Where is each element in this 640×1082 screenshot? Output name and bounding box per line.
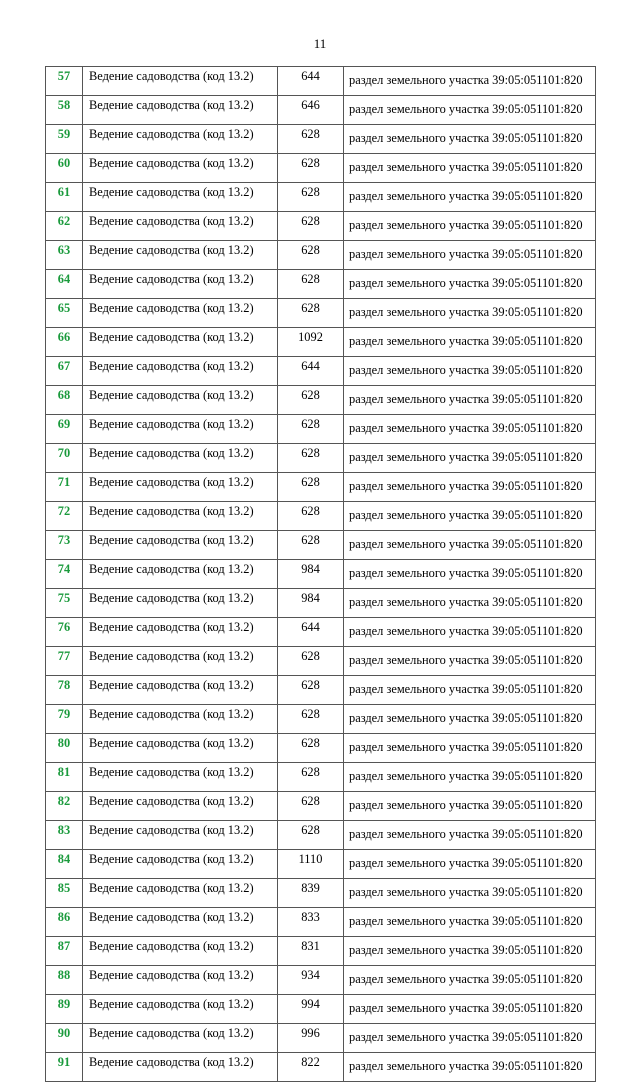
land-use-cell: Ведение садоводства (код 13.2) (83, 183, 278, 212)
area-cell: 628 (278, 705, 344, 734)
table-row (46, 212, 596, 241)
land-use-cell: Ведение садоводства (код 13.2) (83, 589, 278, 618)
land-use-cell: Ведение садоводства (код 13.2) (83, 502, 278, 531)
land-use-cell: Ведение садоводства (код 13.2) (83, 299, 278, 328)
area-cell: 628 (278, 270, 344, 299)
table-row (46, 473, 596, 502)
row-number: 86 (46, 908, 83, 937)
area-cell: 934 (278, 966, 344, 995)
formation-method-cell: раздел земельного участка 39:05:051101:820 (344, 473, 596, 502)
land-use-cell: Ведение садоводства (код 13.2) (83, 212, 278, 241)
table-row (46, 763, 596, 792)
table-row (46, 705, 596, 734)
area-cell: 628 (278, 241, 344, 270)
area-cell: 628 (278, 386, 344, 415)
formation-method-cell: раздел земельного участка 39:05:051101:820 (344, 328, 596, 357)
area-cell: 984 (278, 560, 344, 589)
formation-method-cell: раздел земельного участка 39:05:051101:820 (344, 125, 596, 154)
area-cell: 628 (278, 792, 344, 821)
formation-method-cell: раздел земельного участка 39:05:051101:820 (344, 908, 596, 937)
area-cell: 994 (278, 995, 344, 1024)
area-cell: 644 (278, 618, 344, 647)
row-number: 91 (46, 1053, 83, 1082)
row-number: 89 (46, 995, 83, 1024)
land-use-cell: Ведение садоводства (код 13.2) (83, 705, 278, 734)
land-use-cell: Ведение садоводства (код 13.2) (83, 618, 278, 647)
table-row (46, 1053, 596, 1082)
land-use-cell: Ведение садоводства (код 13.2) (83, 937, 278, 966)
formation-method-cell: раздел земельного участка 39:05:051101:820 (344, 444, 596, 473)
area-cell: 1092 (278, 328, 344, 357)
land-use-cell: Ведение садоводства (код 13.2) (83, 531, 278, 560)
land-use-cell: Ведение садоводства (код 13.2) (83, 125, 278, 154)
table-row (46, 444, 596, 473)
area-cell: 1110 (278, 850, 344, 879)
area-cell: 628 (278, 502, 344, 531)
land-use-cell: Ведение садоводства (код 13.2) (83, 850, 278, 879)
formation-method-cell: раздел земельного участка 39:05:051101:820 (344, 792, 596, 821)
land-use-cell: Ведение садоводства (код 13.2) (83, 879, 278, 908)
formation-method-cell: раздел земельного участка 39:05:051101:820 (344, 386, 596, 415)
land-use-cell: Ведение садоводства (код 13.2) (83, 821, 278, 850)
area-cell: 644 (278, 67, 344, 96)
formation-method-cell: раздел земельного участка 39:05:051101:820 (344, 937, 596, 966)
row-number: 73 (46, 531, 83, 560)
row-number: 75 (46, 589, 83, 618)
table-row (46, 241, 596, 270)
formation-method-cell: раздел земельного участка 39:05:051101:820 (344, 67, 596, 96)
row-number: 87 (46, 937, 83, 966)
table-row (46, 386, 596, 415)
table-row (46, 270, 596, 299)
table-row (46, 966, 596, 995)
row-number: 82 (46, 792, 83, 821)
formation-method-cell: раздел земельного участка 39:05:051101:820 (344, 96, 596, 125)
formation-method-cell: раздел земельного участка 39:05:051101:820 (344, 676, 596, 705)
row-number: 62 (46, 212, 83, 241)
table-row (46, 415, 596, 444)
land-use-cell: Ведение садоводства (код 13.2) (83, 966, 278, 995)
area-cell: 646 (278, 96, 344, 125)
table-row (46, 734, 596, 763)
row-number: 71 (46, 473, 83, 502)
area-cell: 628 (278, 531, 344, 560)
row-number: 57 (46, 67, 83, 96)
area-cell: 833 (278, 908, 344, 937)
row-number: 63 (46, 241, 83, 270)
row-number: 90 (46, 1024, 83, 1053)
row-number: 58 (46, 96, 83, 125)
table-row (46, 154, 596, 183)
formation-method-cell: раздел земельного участка 39:05:051101:820 (344, 270, 596, 299)
land-use-cell: Ведение садоводства (код 13.2) (83, 908, 278, 937)
row-number: 64 (46, 270, 83, 299)
area-cell: 628 (278, 734, 344, 763)
area-cell: 628 (278, 183, 344, 212)
land-use-cell: Ведение садоводства (код 13.2) (83, 241, 278, 270)
area-cell: 628 (278, 647, 344, 676)
formation-method-cell: раздел земельного участка 39:05:051101:820 (344, 502, 596, 531)
area-cell: 628 (278, 299, 344, 328)
row-number: 81 (46, 763, 83, 792)
formation-method-cell: раздел земельного участка 39:05:051101:820 (344, 647, 596, 676)
formation-method-cell: раздел земельного участка 39:05:051101:820 (344, 995, 596, 1024)
land-use-cell: Ведение садоводства (код 13.2) (83, 995, 278, 1024)
formation-method-cell: раздел земельного участка 39:05:051101:820 (344, 850, 596, 879)
row-number: 61 (46, 183, 83, 212)
formation-method-cell: раздел земельного участка 39:05:051101:820 (344, 734, 596, 763)
land-use-cell: Ведение садоводства (код 13.2) (83, 763, 278, 792)
table-row (46, 125, 596, 154)
row-number: 72 (46, 502, 83, 531)
land-use-cell: Ведение садоводства (код 13.2) (83, 734, 278, 763)
formation-method-cell: раздел земельного участка 39:05:051101:820 (344, 618, 596, 647)
area-cell: 644 (278, 357, 344, 386)
row-number: 66 (46, 328, 83, 357)
table-row (46, 676, 596, 705)
land-use-cell: Ведение садоводства (код 13.2) (83, 96, 278, 125)
row-number: 85 (46, 879, 83, 908)
row-number: 70 (46, 444, 83, 473)
table-row (46, 357, 596, 386)
row-number: 65 (46, 299, 83, 328)
area-cell: 628 (278, 125, 344, 154)
area-cell: 996 (278, 1024, 344, 1053)
formation-method-cell: раздел земельного участка 39:05:051101:820 (344, 705, 596, 734)
formation-method-cell: раздел земельного участка 39:05:051101:820 (344, 212, 596, 241)
formation-method-cell: раздел земельного участка 39:05:051101:820 (344, 357, 596, 386)
parcels-table-body (46, 67, 596, 1082)
land-use-cell: Ведение садоводства (код 13.2) (83, 386, 278, 415)
land-use-cell: Ведение садоводства (код 13.2) (83, 1053, 278, 1082)
formation-method-cell: раздел земельного участка 39:05:051101:820 (344, 821, 596, 850)
area-cell: 628 (278, 473, 344, 502)
area-cell: 831 (278, 937, 344, 966)
page-number: 11 (313, 36, 327, 51)
table-row (46, 792, 596, 821)
formation-method-cell: раздел земельного участка 39:05:051101:820 (344, 879, 596, 908)
land-use-cell: Ведение садоводства (код 13.2) (83, 647, 278, 676)
table-row (46, 96, 596, 125)
land-use-cell: Ведение садоводства (код 13.2) (83, 357, 278, 386)
table-row (46, 299, 596, 328)
land-use-cell: Ведение садоводства (код 13.2) (83, 792, 278, 821)
row-number: 59 (46, 125, 83, 154)
area-cell: 628 (278, 415, 344, 444)
row-number: 77 (46, 647, 83, 676)
table-row (46, 908, 596, 937)
area-cell: 628 (278, 763, 344, 792)
formation-method-cell: раздел земельного участка 39:05:051101:820 (344, 560, 596, 589)
row-number: 60 (46, 154, 83, 183)
formation-method-cell: раздел земельного участка 39:05:051101:820 (344, 183, 596, 212)
table-row (46, 502, 596, 531)
table-row (46, 850, 596, 879)
land-use-cell: Ведение садоводства (код 13.2) (83, 328, 278, 357)
area-cell: 822 (278, 1053, 344, 1082)
table-row (46, 1024, 596, 1053)
table-row (46, 589, 596, 618)
table-row (46, 937, 596, 966)
land-use-cell: Ведение садоводства (код 13.2) (83, 67, 278, 96)
area-cell: 839 (278, 879, 344, 908)
area-cell: 628 (278, 212, 344, 241)
land-use-cell: Ведение садоводства (код 13.2) (83, 1024, 278, 1053)
formation-method-cell: раздел земельного участка 39:05:051101:820 (344, 241, 596, 270)
area-cell: 628 (278, 444, 344, 473)
area-cell: 628 (278, 154, 344, 183)
table-row (46, 618, 596, 647)
table-row (46, 995, 596, 1024)
formation-method-cell: раздел земельного участка 39:05:051101:820 (344, 966, 596, 995)
table-row (46, 647, 596, 676)
formation-method-cell: раздел земельного участка 39:05:051101:820 (344, 531, 596, 560)
table-row (46, 821, 596, 850)
row-number: 79 (46, 705, 83, 734)
table-row (46, 560, 596, 589)
formation-method-cell: раздел земельного участка 39:05:051101:820 (344, 299, 596, 328)
row-number: 69 (46, 415, 83, 444)
land-use-cell: Ведение садоводства (код 13.2) (83, 560, 278, 589)
table-row (46, 879, 596, 908)
land-use-cell: Ведение садоводства (код 13.2) (83, 676, 278, 705)
parcels-table (45, 66, 596, 1082)
formation-method-cell: раздел земельного участка 39:05:051101:820 (344, 763, 596, 792)
row-number: 78 (46, 676, 83, 705)
row-number: 67 (46, 357, 83, 386)
formation-method-cell: раздел земельного участка 39:05:051101:820 (344, 1024, 596, 1053)
formation-method-cell: раздел земельного участка 39:05:051101:820 (344, 589, 596, 618)
row-number: 83 (46, 821, 83, 850)
table-row (46, 67, 596, 96)
land-use-cell: Ведение садоводства (код 13.2) (83, 270, 278, 299)
table-row (46, 328, 596, 357)
land-use-cell: Ведение садоводства (код 13.2) (83, 154, 278, 183)
row-number: 80 (46, 734, 83, 763)
area-cell: 628 (278, 676, 344, 705)
table-row (46, 183, 596, 212)
formation-method-cell: раздел земельного участка 39:05:051101:820 (344, 415, 596, 444)
formation-method-cell: раздел земельного участка 39:05:051101:820 (344, 1053, 596, 1082)
row-number: 74 (46, 560, 83, 589)
table-row (46, 531, 596, 560)
land-use-cell: Ведение садоводства (код 13.2) (83, 473, 278, 502)
formation-method-cell: раздел земельного участка 39:05:051101:820 (344, 154, 596, 183)
row-number: 68 (46, 386, 83, 415)
row-number: 88 (46, 966, 83, 995)
row-number: 84 (46, 850, 83, 879)
area-cell: 984 (278, 589, 344, 618)
row-number: 76 (46, 618, 83, 647)
land-use-cell: Ведение садоводства (код 13.2) (83, 444, 278, 473)
area-cell: 628 (278, 821, 344, 850)
land-use-cell: Ведение садоводства (код 13.2) (83, 415, 278, 444)
